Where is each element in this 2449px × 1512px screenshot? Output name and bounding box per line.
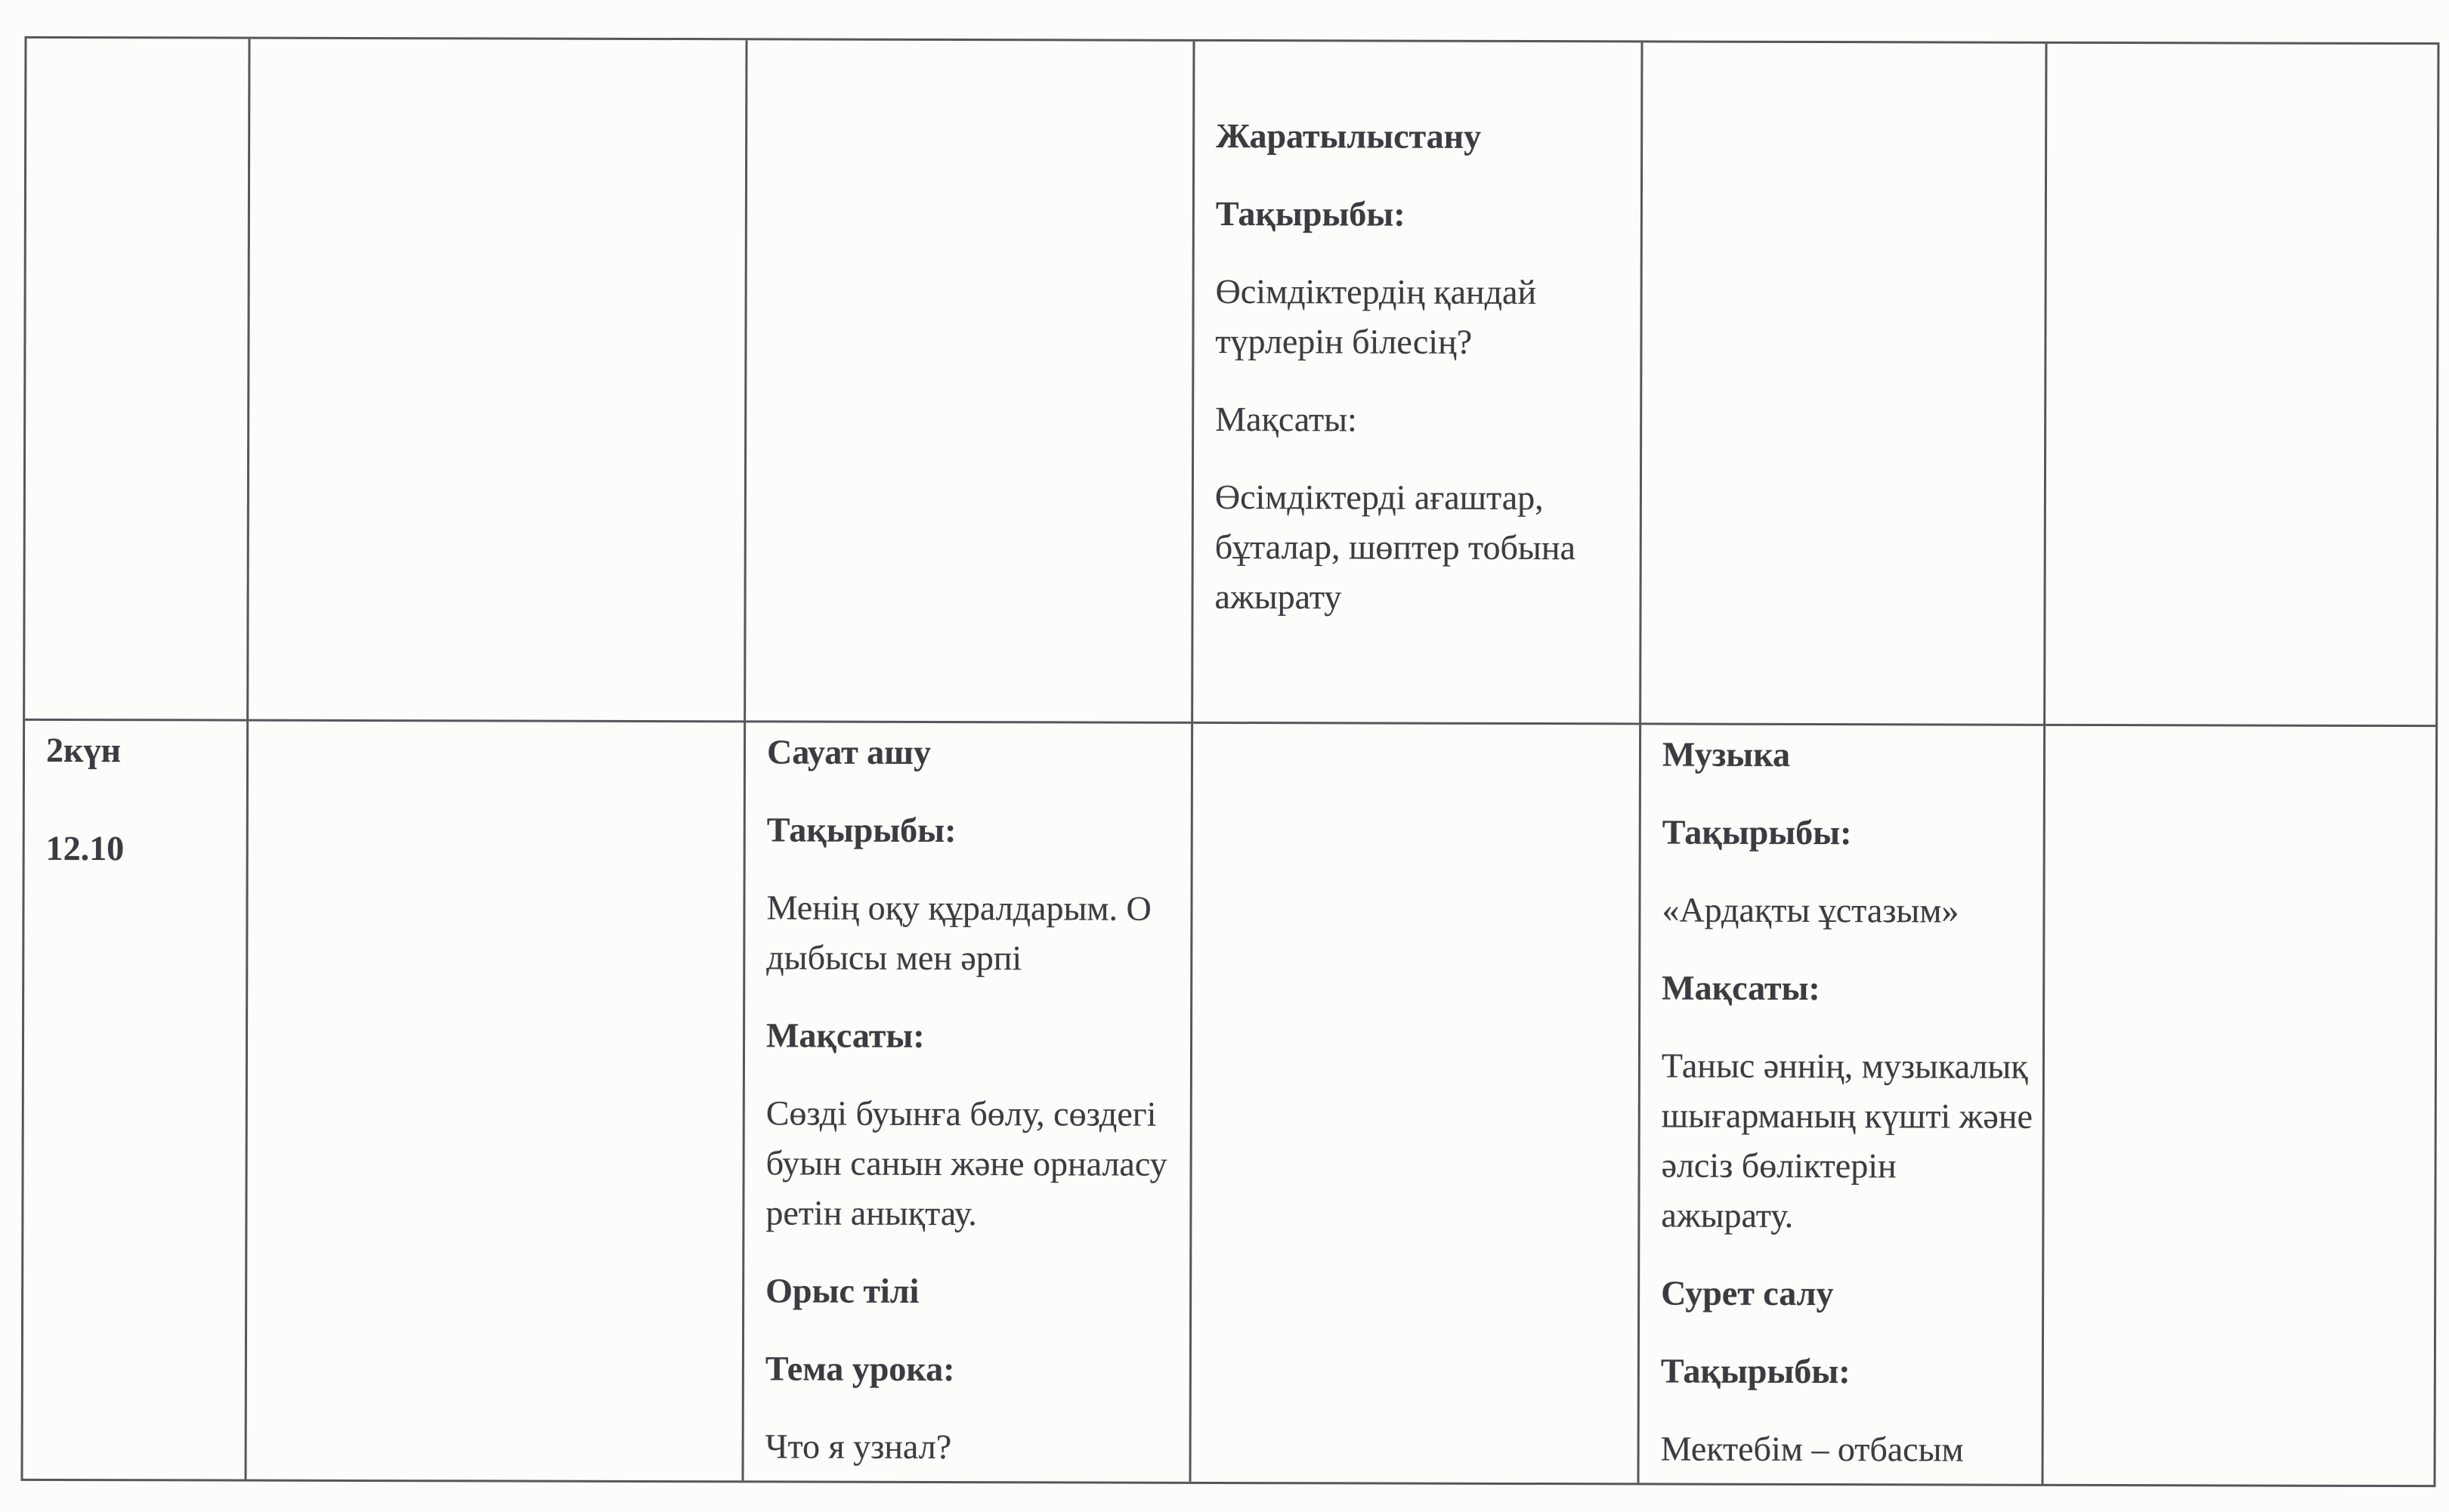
- cell-empty-r2c4: [1192, 724, 1642, 1483]
- paragraph: Сөзді буынға бөлу, сөздегі буын санын және орналасу ретін анықтау.: [765, 1093, 1167, 1233]
- cell-empty-r1c1: [25, 39, 250, 722]
- cell-empty-r1c2: [249, 39, 747, 723]
- cell-science-lesson: [1193, 42, 1643, 725]
- paragraph: Тақырыбы:: [1215, 193, 1405, 233]
- paragraph: Сауат ашу: [766, 732, 932, 771]
- cell-empty-r1c6: [2045, 44, 2437, 727]
- paragraph: Жаратылыстану: [1216, 116, 1482, 156]
- lesson-plan-table: [21, 36, 2440, 1487]
- paragraph: Сурет салу: [1661, 1273, 1834, 1313]
- cell-empty-r2c2: [247, 722, 747, 1481]
- cell-empty-r2c6: [2044, 726, 2436, 1485]
- paragraph: 12.10: [45, 828, 125, 868]
- paragraph: Тақырыбы:: [1660, 1351, 1851, 1391]
- paragraph: Тақырыбы:: [766, 810, 957, 850]
- paragraph: Музыка: [1662, 734, 1791, 774]
- paragraph: Таныс әннің, музыкалық шығарманың күшті және әлсіз бөліктерін ажырату.: [1661, 1046, 2033, 1235]
- paragraph: Тақырыбы:: [1662, 812, 1852, 852]
- paragraph: Что я узнал?: [765, 1427, 952, 1467]
- paragraph: Мақсаты:: [1215, 399, 1357, 439]
- cell-day-date: [23, 721, 249, 1480]
- paragraph: «Ардақты ұстазым»: [1662, 890, 1959, 930]
- paragraph: Мақсаты:: [765, 1016, 925, 1055]
- paragraph: Менің оқу құралдарым. О дыбысы мен әрпі: [766, 888, 1152, 978]
- paragraph: Мектебім – отбасым: [1660, 1429, 1964, 1469]
- paragraph: 2күн: [45, 730, 122, 770]
- paragraph: Мақсаты:: [1662, 968, 1820, 1008]
- cell-empty-r1c3: [746, 40, 1195, 724]
- paragraph: Өсімдіктерді ағаштар, бұталар, шөптер тобына ажырату: [1214, 477, 1575, 617]
- paragraph: Тема урока:: [765, 1349, 955, 1389]
- paragraph: Орыс тілі: [765, 1271, 920, 1310]
- cell-empty-r1c5: [1641, 42, 2047, 725]
- cell-literacy-russian-lesson: [744, 722, 1194, 1482]
- cell-music-art-lesson: [1640, 725, 2046, 1483]
- paragraph: Өсімдіктердің қандай түрлерін білесің?: [1215, 271, 1537, 361]
